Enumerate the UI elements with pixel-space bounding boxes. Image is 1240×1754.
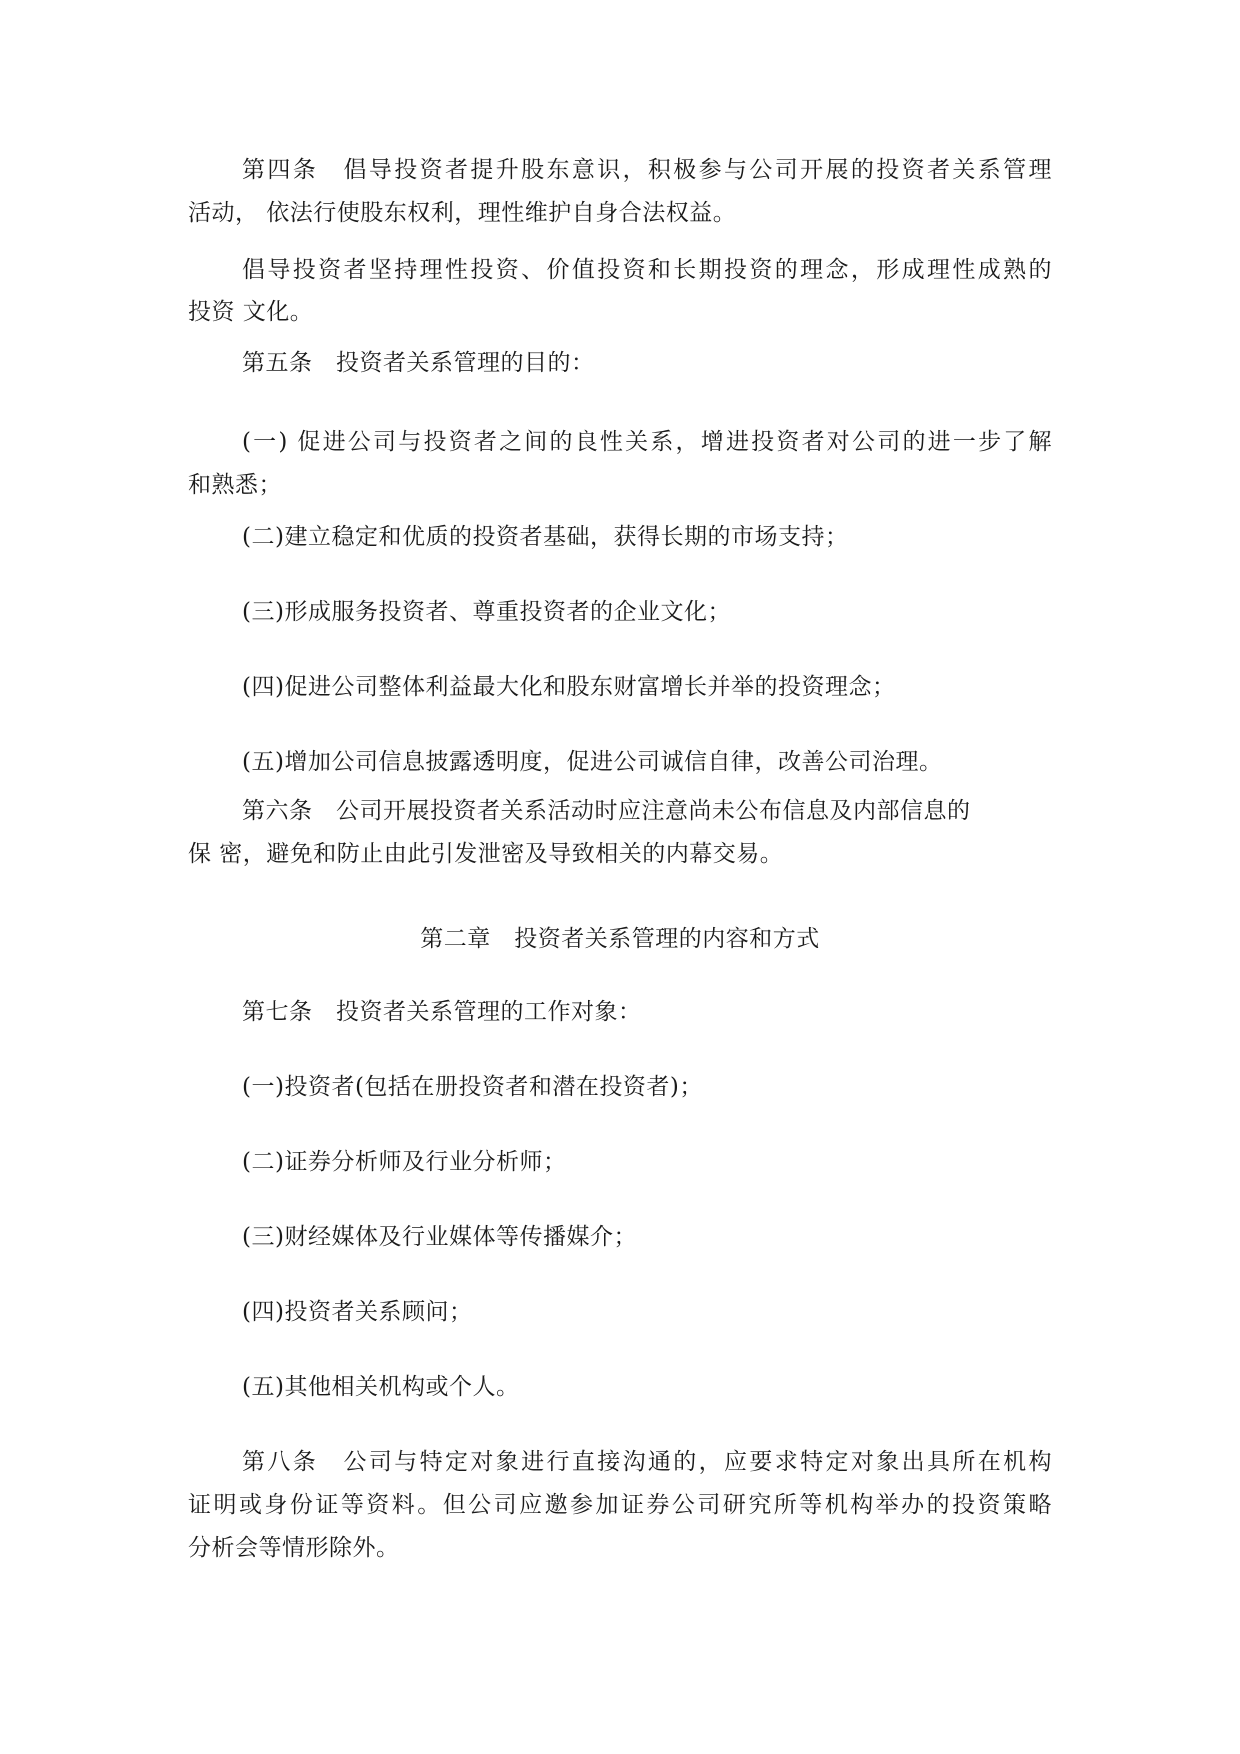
article-5-item-5: (五)增加公司信息披露透明度，促进公司诚信自律，改善公司治理。: [242, 749, 943, 775]
article-4-para2-line-1: 倡导投资者坚持理性投资、价值投资和长期投资的理念，形成理性成熟的: [242, 257, 1052, 283]
chapter-2-title: 第二章 投资者关系管理的内容和方式: [420, 926, 820, 952]
article-6-line-2: 保 密，避免和防止由此引发泄密及导致相关的内幕交易。: [188, 841, 784, 867]
article-5-item-3: (三)形成服务投资者、尊重投资者的企业文化；: [242, 599, 731, 625]
article-4-line-1: 第四条 倡导投资者提升股东意识，积极参与公司开展的投资者关系管理: [242, 157, 1052, 183]
article-5-item-1-line-1: (一) 促进公司与投资者之间的良性关系，增进投资者对公司的进一步了解: [242, 429, 1052, 455]
article-7-item-3: (三)财经媒体及行业媒体等传播媒介；: [242, 1224, 637, 1250]
article-7-item-1: (一)投资者(包括在册投资者和潜在投资者)；: [242, 1074, 703, 1100]
article-5-item-1-line-2: 和熟悉；: [188, 472, 282, 498]
article-7-item-2: (二)证券分析师及行业分析师；: [242, 1149, 567, 1175]
article-7-item-4: (四)投资者关系顾问；: [242, 1299, 473, 1325]
article-5-heading: 第五条 投资者关系管理的目的：: [242, 350, 595, 376]
article-8-line-1: 第八条 公司与特定对象进行直接沟通的，应要求特定对象出具所在机构: [242, 1449, 1052, 1475]
article-6-line-1: 第六条 公司开展投资者关系活动时应注意尚未公布信息及内部信息的: [242, 798, 971, 824]
article-5-item-2: (二)建立稳定和优质的投资者基础，获得长期的市场支持；: [242, 524, 849, 550]
article-4-line-2: 活动， 依法行使股东权利，理性维护自身合法权益。: [188, 200, 737, 226]
article-8-line-3: 分析会等情形除外。: [188, 1535, 400, 1561]
article-7-item-5: (五)其他相关机构或个人。: [242, 1374, 520, 1400]
article-8-line-2: 证明或身份证等资料。但公司应邀参加证券公司研究所等机构举办的投资策略: [188, 1492, 1052, 1518]
article-4-para2-line-2: 投资 文化。: [188, 299, 314, 325]
article-5-item-4: (四)促进公司整体利益最大化和股东财富增长并举的投资理念；: [242, 674, 896, 700]
article-7-heading: 第七条 投资者关系管理的工作对象：: [242, 999, 642, 1025]
